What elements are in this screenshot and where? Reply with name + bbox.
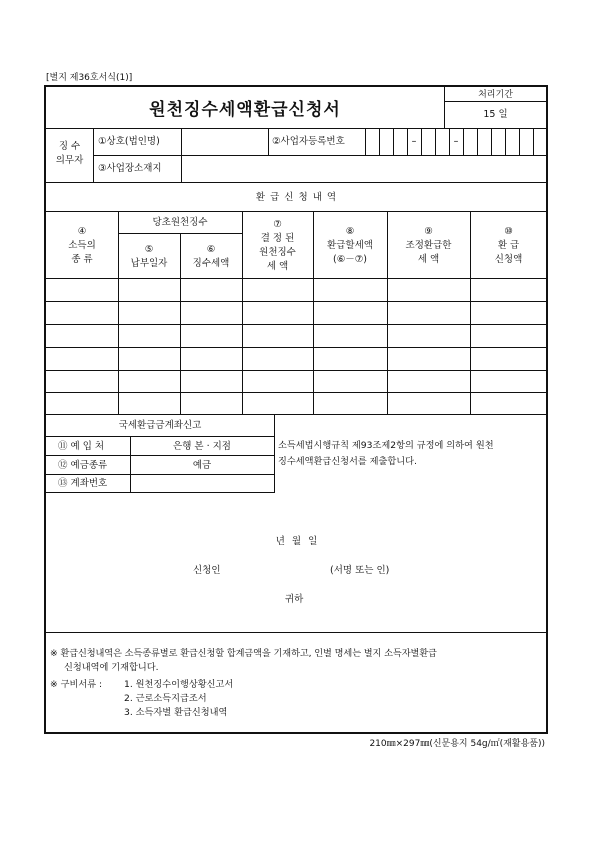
business-address-field[interactable] xyxy=(183,157,546,181)
col-num-5: ⑤ xyxy=(144,244,154,255)
bank-field[interactable]: 은행 본 · 지점 xyxy=(173,441,231,452)
col-income-type-line1: 소득의 xyxy=(68,240,96,251)
refund-details-title: 환 급 신 청 내 역 xyxy=(255,192,338,203)
col-num-9: ⑨ xyxy=(424,226,433,237)
required-document: 2. 근로소득지급조서 xyxy=(124,693,207,704)
account-number-label: ⑬ 계좌번호 xyxy=(58,478,108,489)
table-row[interactable] xyxy=(46,325,547,347)
col-num-7: ⑦ xyxy=(273,219,282,230)
signature-or-seal: (서명 또는 인) xyxy=(330,565,390,576)
col-num-8: ⑧ xyxy=(345,226,355,237)
addressee-suffix: 귀하 xyxy=(285,594,304,605)
note-1-line2: 신청내역에 기재합니다. xyxy=(64,662,159,673)
table-row[interactable] xyxy=(46,348,547,370)
applicant-label: 신청인 xyxy=(193,565,221,576)
registration-number-dash: – xyxy=(453,136,459,147)
col-determined-line3: 세 액 xyxy=(266,261,289,272)
business-name-field[interactable] xyxy=(183,130,266,154)
registration-number-dash: – xyxy=(411,136,417,147)
declaration-line1: 소득세법시행규칙 제93조제2항의 규정에 의하여 원천 xyxy=(278,440,494,451)
processing-period-label: 처리기간 xyxy=(478,90,513,100)
col-determined-line2: 원천징수 xyxy=(259,247,296,258)
required-document: 3. 소득자별 환급신청내역 xyxy=(124,707,228,718)
col-refund-amount-line2: (⑥－⑦) xyxy=(333,254,367,265)
col-num-10: ⑩ xyxy=(504,226,513,237)
col-withheld-tax: 징수세액 xyxy=(192,258,230,269)
obligor-label-line1: 징 수 xyxy=(58,141,81,152)
col-group-original-withholding: 당초원천징수 xyxy=(152,217,208,228)
col-income-type-line2: 종 류 xyxy=(71,254,93,265)
application-date: 년 월 일 xyxy=(275,536,318,547)
table-row[interactable] xyxy=(46,393,547,414)
page-title: 원천징수세액환급신청서 xyxy=(149,100,341,120)
form-number: [별지 제36호서식(1)] xyxy=(46,73,133,83)
bank-label: ⑪ 예 입 처 xyxy=(58,441,105,452)
processing-period-value: 15 일 xyxy=(483,109,508,120)
registration-number-label: ②사업자등록번호 xyxy=(272,136,345,147)
col-adjusted-line2: 세 액 xyxy=(417,254,440,265)
table-row[interactable] xyxy=(46,302,547,324)
account-number-field[interactable] xyxy=(132,476,272,491)
table-row[interactable] xyxy=(46,371,547,392)
registration-number-field[interactable] xyxy=(366,129,547,154)
col-refund-amount-line1: 환급할세액 xyxy=(327,240,373,251)
col-requested-line2: 신청액 xyxy=(494,254,523,265)
table-row[interactable] xyxy=(46,279,547,301)
deposit-type-field[interactable]: 예금 xyxy=(192,460,212,471)
business-name-label: ①상호(법인명) xyxy=(98,136,160,147)
note-2-prefix: ※ 구비서류 : xyxy=(50,679,103,690)
col-num-6: ⑥ xyxy=(206,244,216,255)
col-determined-line1: 결 정 된 xyxy=(260,233,295,244)
col-requested-line1: 환 급 xyxy=(497,240,520,251)
business-address-label: ③사업장소재지 xyxy=(98,163,162,174)
obligor-label-line2: 의무자 xyxy=(55,155,84,166)
paper-size-note: 210㎜×297㎜(신문용지 54g/㎡(재활용품)) xyxy=(369,739,545,749)
account-title: 국세환급금계좌신고 xyxy=(118,420,202,431)
col-adjusted-line1: 조정환급한 xyxy=(405,240,452,251)
deposit-type-label: ⑫ 예금종류 xyxy=(58,460,108,471)
declaration-line2: 징수세액환급신청서를 제출합니다. xyxy=(278,456,417,467)
applicant-name-field[interactable] xyxy=(230,562,325,578)
col-num-4: ④ xyxy=(77,226,87,237)
note-1-line1: ※ 환급신청내역은 소득종류별로 환급신청할 합계금액을 기재하고, 인별 명세는 별지 소득자별환급 xyxy=(50,648,437,659)
required-document: 1. 원천징수이행상황신고서 xyxy=(124,679,234,690)
col-payment-date: 납부일자 xyxy=(130,258,168,269)
